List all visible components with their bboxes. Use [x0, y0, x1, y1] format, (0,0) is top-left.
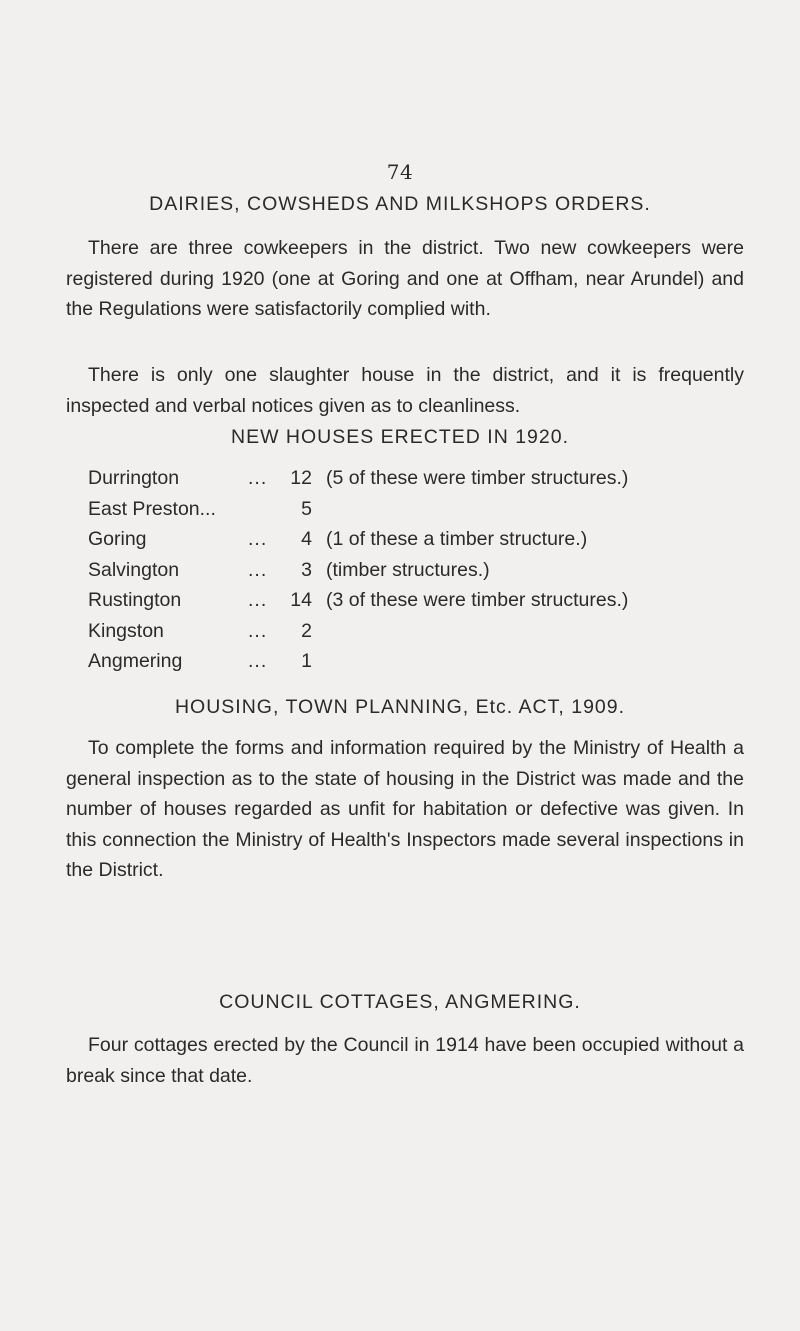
new-houses-table: [88, 463, 728, 677]
house-leader-dots: ...: [248, 558, 268, 581]
table-row: [88, 646, 728, 677]
house-count: 14: [290, 589, 312, 611]
house-place: East Preston...: [88, 497, 216, 520]
council-cottages-paragraph: [66, 1030, 744, 1091]
housing-act-paragraph: [66, 733, 744, 886]
house-count: 5: [301, 497, 312, 520]
house-count: 2: [301, 619, 312, 642]
house-place: Goring: [88, 528, 147, 550]
house-note: [318, 616, 326, 647]
council-cottages-heading: COUNCIL COTTAGES, ANGMERING.: [219, 991, 581, 1013]
new-houses-heading: NEW HOUSES ERECTED IN 1920.: [231, 426, 569, 448]
housing-act-paragraph-text: To complete the forms and information required by the Ministry of Health a general inspection as to the state of housing in the District was made and the number of houses regarded as unfit for habitation or defective was given. In this connection the Ministry of Health's Inspectors made several inspections in the District.: [66, 737, 744, 881]
table-row: [88, 524, 728, 555]
house-count: 4: [301, 528, 312, 550]
table-row: [88, 463, 728, 494]
house-place: Kingston: [88, 619, 164, 642]
house-count: 1: [301, 650, 312, 672]
house-note: (timber structures.): [326, 558, 490, 581]
house-place: Angmering: [88, 650, 183, 672]
house-leader-dots: ...: [248, 650, 268, 672]
house-note: [318, 646, 326, 677]
house-place: Rustington: [88, 589, 182, 611]
house-place: Salvington: [88, 558, 180, 581]
housing-act-heading: HOUSING, TOWN PLANNING, Etc. ACT, 1909.: [174, 696, 626, 718]
house-note: (3 of these were timber structures.): [326, 589, 629, 611]
table-row: [88, 494, 728, 525]
dairies-paragraph-slaughter-house: [66, 360, 744, 421]
house-leader-dots: ...: [248, 619, 268, 642]
house-leader-dots: [248, 494, 278, 525]
house-leader-dots: ...: [248, 467, 268, 489]
house-note: (5 of these were timber structures.): [326, 467, 629, 489]
table-row: [88, 555, 728, 586]
house-note: [318, 494, 326, 525]
council-cottages-paragraph-text: Four cottages erected by the Council in 1914 have been occupied without a break since that date.: [66, 1034, 744, 1087]
house-leader-dots: ...: [248, 589, 268, 611]
table-row: [88, 616, 728, 647]
dairies-heading: DAIRIES, COWSHEDS AND MILKSHOPS ORDERS.: [149, 193, 651, 215]
table-row: [88, 585, 728, 616]
dairies-paragraph-cowkeepers: [66, 233, 744, 325]
house-place: Durrington: [88, 467, 180, 489]
dairies-paragraph-slaughter-house-text: There is only one slaughter house in the district, and it is frequently inspected and verbal notices given as to cleanliness.: [66, 364, 744, 417]
dairies-paragraph-cowkeepers-text: There are three cowkeepers in the district. Two new cowkeepers were registered during 1920 (one at Goring and one at Offham, near Arundel) and the Regulations were satisfactorily complied with.: [66, 237, 744, 320]
house-note: (1 of these a timber structure.): [326, 528, 588, 550]
page-number: 74: [386, 160, 414, 184]
house-count: 3: [301, 558, 312, 581]
house-count: 12: [290, 467, 312, 489]
house-leader-dots: ...: [248, 528, 268, 550]
